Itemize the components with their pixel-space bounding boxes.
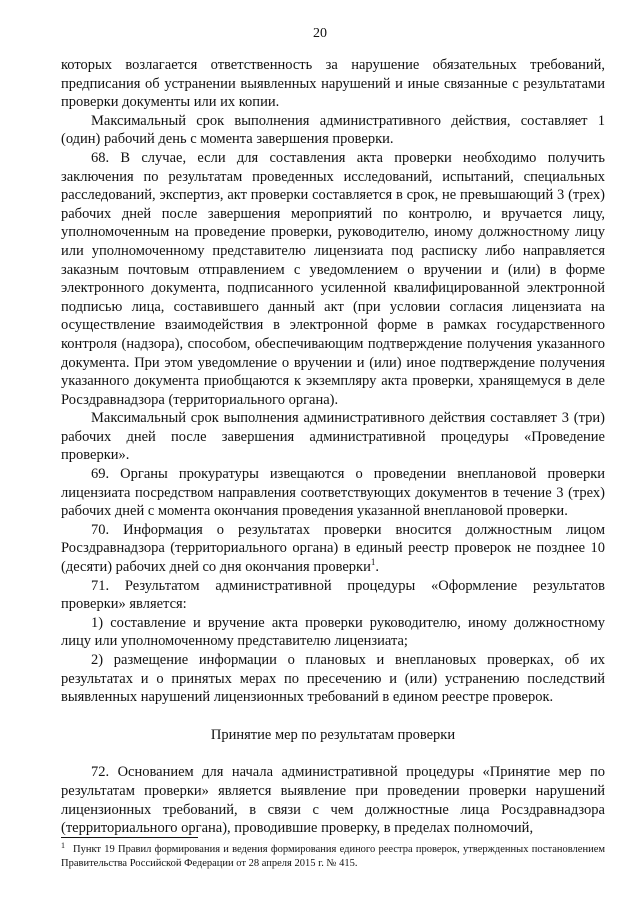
paragraph-70-text: 70. Информация о результатах проверки вносится должностным лицом Росздравнадзора (территориального органа) в единый реестр проверок не позднее 10 (десяти) рабочих дней со дня окончания проверки: [61, 521, 605, 576]
paragraph-continuation: которых возлагается ответственность за нарушение обязательных требований, предписания об устранении выявленных нарушений и иные связанные с результатами проверки документы или их копии.: [61, 57, 605, 111]
paragraph-68: 68. В случае, если для составления акта проверки необходимо получить заключения по результатам проведенных исследований, испытаний, специальных расследований, экспертиз, акт проверки составляется в срок, не превышающий 3 (трех) рабочих дней после завершения мероприятий по контролю, и вручается лицу, уполномоченным на проведение проверки, руководителю, иному должностному лицу или уполномоченному представителю лицензиата под расписку либо направляется заказным почтовым отправлением с уведомлением о вручении и (или) в форме электронного документа, подписанного усиленной квалифицированной электронной подписью лица, составившего данный акт (при условии согласия лицензиата на осуществление взаимодействия в электронной форме в рамках государственного контроля (надзора), способом, обеспечивающим подтверждение получения указанного документа. При этом уведомление о вручении и (или) иное подтверждение получения указанного документа приобщаются к экземпляру акта проверки, хранящемуся в деле Росздравнадзора (территориального органа).: [61, 149, 605, 408]
document-body: [61, 56, 605, 838]
paragraph-69: 69. Органы прокуратуры извещаются о проведении внеплановой проверки лицензиата посредством направления соответствующих документов в течение 3 (трех) рабочих дней с момента окончания проведения указанной внеплановой проверки.: [61, 466, 605, 520]
paragraph-deadline-3: Максимальный срок выполнения административного действия составляет 3 (три) рабочих дней после завершения административной процедуры «Проведение проверки».: [61, 410, 605, 464]
footnote: [61, 840, 605, 870]
paragraph-72: 72. Основанием для начала административной процедуры «Принятие мер по результатам проверки» является выявление при проведении проверки нарушений лицензионных требований, в связи с чем должностные лица Росздравнадзора (территориального органа), проводившие проверку, в пределах полномочий,: [61, 764, 605, 837]
footnote-divider: [61, 837, 198, 838]
section-heading: Принятие мер по результатам проверки: [210, 726, 456, 743]
paragraph-70: 70. Информация о результатах проверки вносится должностным лицом Росздравнадзора (территориального органа) в единый реестр проверок не позднее 10 (десяти) рабочих дней со дня окончания проверки$^1$.: [61, 521, 605, 576]
paragraph-71: 71. Результатом административной процедуры «Оформление результатов проверки» является:: [61, 577, 605, 613]
list-item-1: 1) составление и вручение акта проверки руководителю, иному должностному лицу или уполномоченному представителю лицензиата;: [61, 614, 605, 650]
footnote-marker: 1: [61, 840, 65, 850]
paragraph-deadline-1: Максимальный срок выполнения административного действия, составляет 1 (один) рабочий день с момента завершения проверки.: [61, 112, 605, 148]
footnote-text: Пункт 19 Правил формирования и ведения формирования единого реестра проверок, утвержденных постановлением Правительства Российской Федерации от 28 апреля 2015 г. № 415.: [61, 844, 605, 869]
list-item-2: 2) размещение информации о плановых и внеплановых проверках, об их результатах и о принятых мерах по пресечению и (или) устранению последствий выявленных нарушений лицензионных требований в едином реестре проверок.: [61, 652, 605, 706]
page-number: 20: [313, 26, 327, 41]
footnote-reference: 1: [370, 557, 376, 568]
